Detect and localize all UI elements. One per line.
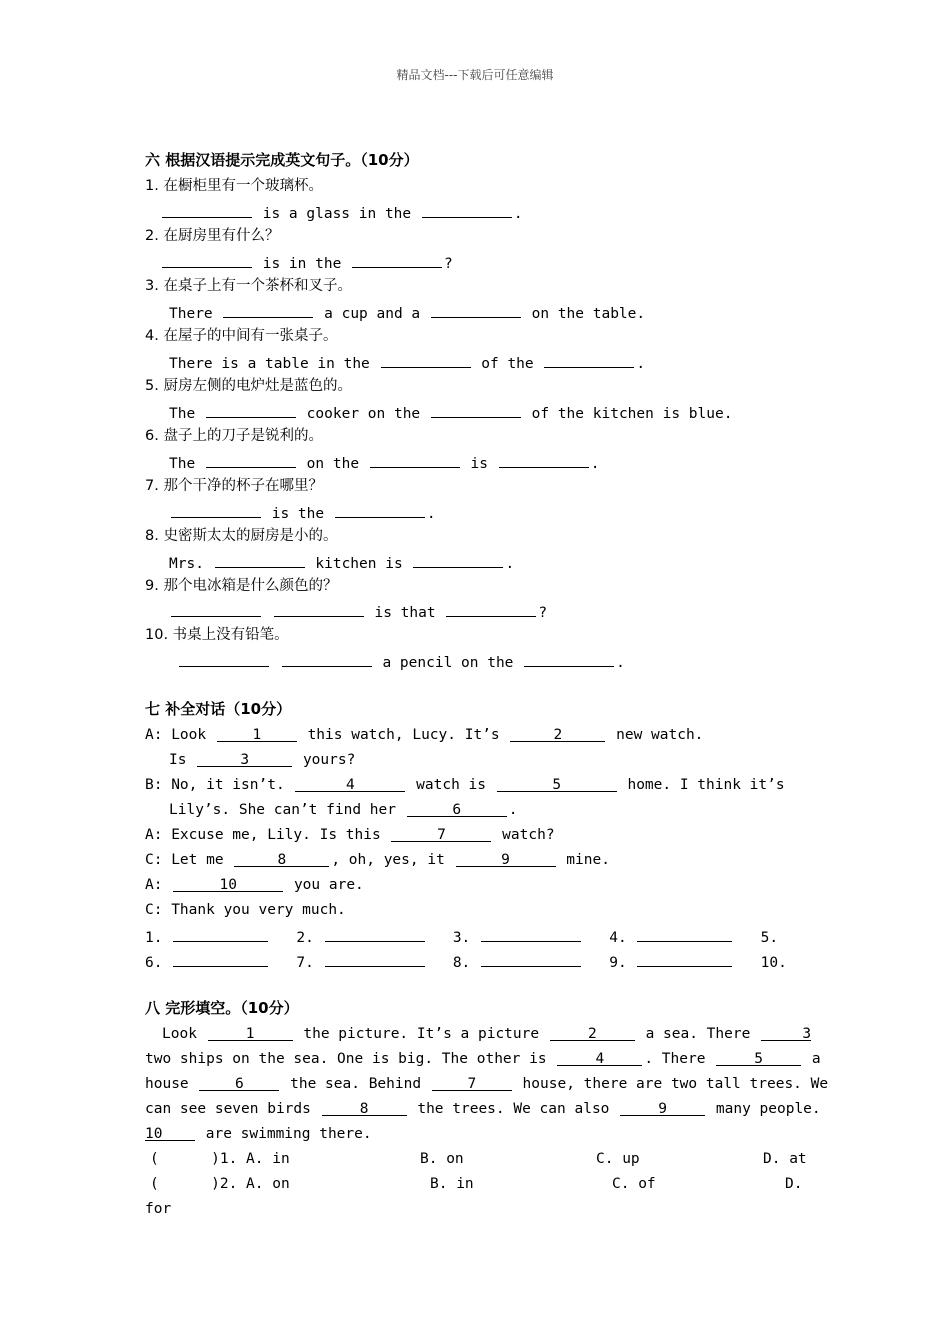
blank[interactable]	[223, 301, 313, 318]
option-q1-b: B. on	[420, 1151, 464, 1167]
dialog-line-5: A: Excuse me, Lily. Is this 7 watch?	[145, 827, 555, 843]
dialog-line-2: Is 3 yours?	[169, 752, 356, 768]
blank[interactable]: 1	[208, 1024, 293, 1041]
blank[interactable]	[352, 251, 442, 268]
q8-zh: 8. 史密斯太太的厨房是小的。	[145, 528, 338, 544]
dialog-line-8: C: Thank you very much.	[145, 902, 346, 918]
q5-en: The cooker on the of the kitchen is blue.	[169, 401, 732, 424]
blank[interactable]	[282, 650, 372, 667]
blank[interactable]: 10	[145, 1124, 195, 1141]
q4-zh: 4. 在屋子的中间有一张桌子。	[145, 328, 338, 344]
option-q1-c: C. up	[596, 1151, 640, 1167]
q6-zh: 6. 盘子上的刀子是锐利的。	[145, 428, 323, 444]
cloze-line-5: 10 are swimming there.	[145, 1126, 372, 1142]
q10-zh: 10. 书桌上没有铅笔。	[145, 627, 289, 643]
blank[interactable]	[206, 401, 296, 418]
blank[interactable]	[381, 351, 471, 368]
blank[interactable]	[544, 351, 634, 368]
blank[interactable]	[481, 925, 581, 942]
blank[interactable]: 7	[432, 1074, 512, 1091]
blank[interactable]: 10	[173, 875, 283, 892]
blank[interactable]	[335, 501, 425, 518]
answer-row-1: 1. 2. 3. 4. 5.	[145, 925, 778, 948]
dialog-line-1: A: Look 1 this watch, Lucy. It’s 2 new watch.	[145, 727, 704, 743]
section-6-title: 六 根据汉语提示完成英文句子。（10分）	[145, 151, 419, 169]
blank[interactable]: 6	[407, 800, 507, 817]
blank[interactable]	[431, 301, 521, 318]
q7-en: is the .	[169, 501, 436, 524]
q9-en: is that ?	[169, 600, 547, 623]
option-q1: ( )1. A. in	[150, 1151, 290, 1167]
cloze-line-2: two ships on the sea. One is big. The other is 4 . There 5 a	[145, 1051, 821, 1067]
section-8-title: 八 完形填空。（10分）	[145, 999, 299, 1017]
blank[interactable]	[173, 950, 268, 967]
blank[interactable]	[162, 251, 252, 268]
blank[interactable]: 1	[217, 725, 297, 742]
blank[interactable]	[413, 551, 503, 568]
page-header: 精品文档---下载后可任意编辑	[396, 68, 554, 82]
blank[interactable]: 9	[620, 1099, 705, 1116]
blank[interactable]: 2	[510, 725, 605, 742]
blank[interactable]: 4	[295, 775, 405, 792]
blank[interactable]	[431, 401, 521, 418]
blank[interactable]: 4	[557, 1049, 642, 1066]
blank[interactable]	[325, 925, 425, 942]
blank[interactable]: 8	[322, 1099, 407, 1116]
section-7-title: 七 补全对话（10分）	[145, 700, 292, 718]
q2-en: is in the ?	[160, 251, 453, 274]
blank[interactable]	[524, 650, 614, 667]
blank[interactable]	[637, 925, 732, 942]
cloze-line-1: Look 1 the picture. It’s a picture 2 a sea. There 3	[162, 1026, 812, 1042]
q3-zh: 3. 在桌子上有一个茶杯和叉子。	[145, 278, 352, 294]
blank[interactable]: 2	[550, 1024, 635, 1041]
q1-en: is a glass in the .	[160, 201, 523, 224]
q7-zh: 7. 那个干净的杯子在哪里？	[145, 478, 323, 494]
q9-zh: 9. 那个电冰箱是什么颜色的？	[145, 578, 338, 594]
blank[interactable]	[171, 501, 261, 518]
option-q2-d: D.	[785, 1176, 803, 1192]
blank[interactable]: 5	[497, 775, 617, 792]
blank[interactable]: 8	[234, 850, 329, 867]
blank[interactable]: 5	[716, 1049, 801, 1066]
q1-zh: 1. 在橱柜里有一个玻璃杯。	[145, 178, 323, 194]
blank[interactable]	[325, 950, 425, 967]
option-q2-d-text: for	[145, 1201, 172, 1217]
blank[interactable]: 9	[456, 850, 556, 867]
blank[interactable]: 6	[199, 1074, 279, 1091]
q4-en: There is a table in the of the .	[169, 351, 645, 374]
blank[interactable]	[422, 201, 512, 218]
option-q2: ( )2. A. on	[150, 1176, 290, 1192]
blank[interactable]	[215, 551, 305, 568]
option-q2-b: B. in	[430, 1176, 474, 1192]
answer-row-2: 6. 7. 8. 9. 10.	[145, 950, 787, 973]
blank[interactable]	[274, 600, 364, 617]
blank[interactable]	[171, 600, 261, 617]
q6-en: The on the is .	[169, 451, 599, 474]
blank[interactable]	[446, 600, 536, 617]
blank[interactable]	[499, 451, 589, 468]
cloze-line-4: can see seven birds 8 the trees. We can also 9 many people.	[145, 1101, 821, 1117]
q2-zh: 2. 在厨房里有什么？	[145, 228, 280, 244]
cloze-line-3: house 6 the sea. Behind 7 house, there are two tall trees. We	[145, 1076, 829, 1092]
dialog-line-7: A: 10 you are.	[145, 877, 364, 893]
q10-en: a pencil on the .	[177, 650, 625, 673]
dialog-line-6: C: Let me 8 , oh, yes, it 9 mine.	[145, 852, 610, 868]
q3-en: There a cup and a on the table.	[169, 301, 645, 324]
blank[interactable]: 3	[197, 750, 292, 767]
option-q1-d: D. at	[763, 1151, 807, 1167]
dialog-line-4: Lily’s. She can’t find her 6 .	[169, 802, 518, 818]
option-q2-c: C. of	[612, 1176, 656, 1192]
blank[interactable]: 3	[761, 1024, 811, 1041]
q5-zh: 5. 厨房左侧的电炉灶是蓝色的。	[145, 378, 352, 394]
dialog-line-3: B: No, it isn’t. 4 watch is 5 home. I think it’s	[145, 777, 785, 793]
blank[interactable]	[481, 950, 581, 967]
blank[interactable]	[637, 950, 732, 967]
blank[interactable]: 7	[391, 825, 491, 842]
q8-en: Mrs. kitchen is .	[169, 551, 514, 574]
blank[interactable]	[370, 451, 460, 468]
blank[interactable]	[173, 925, 268, 942]
blank[interactable]	[162, 201, 252, 218]
blank[interactable]	[179, 650, 269, 667]
blank[interactable]	[206, 451, 296, 468]
